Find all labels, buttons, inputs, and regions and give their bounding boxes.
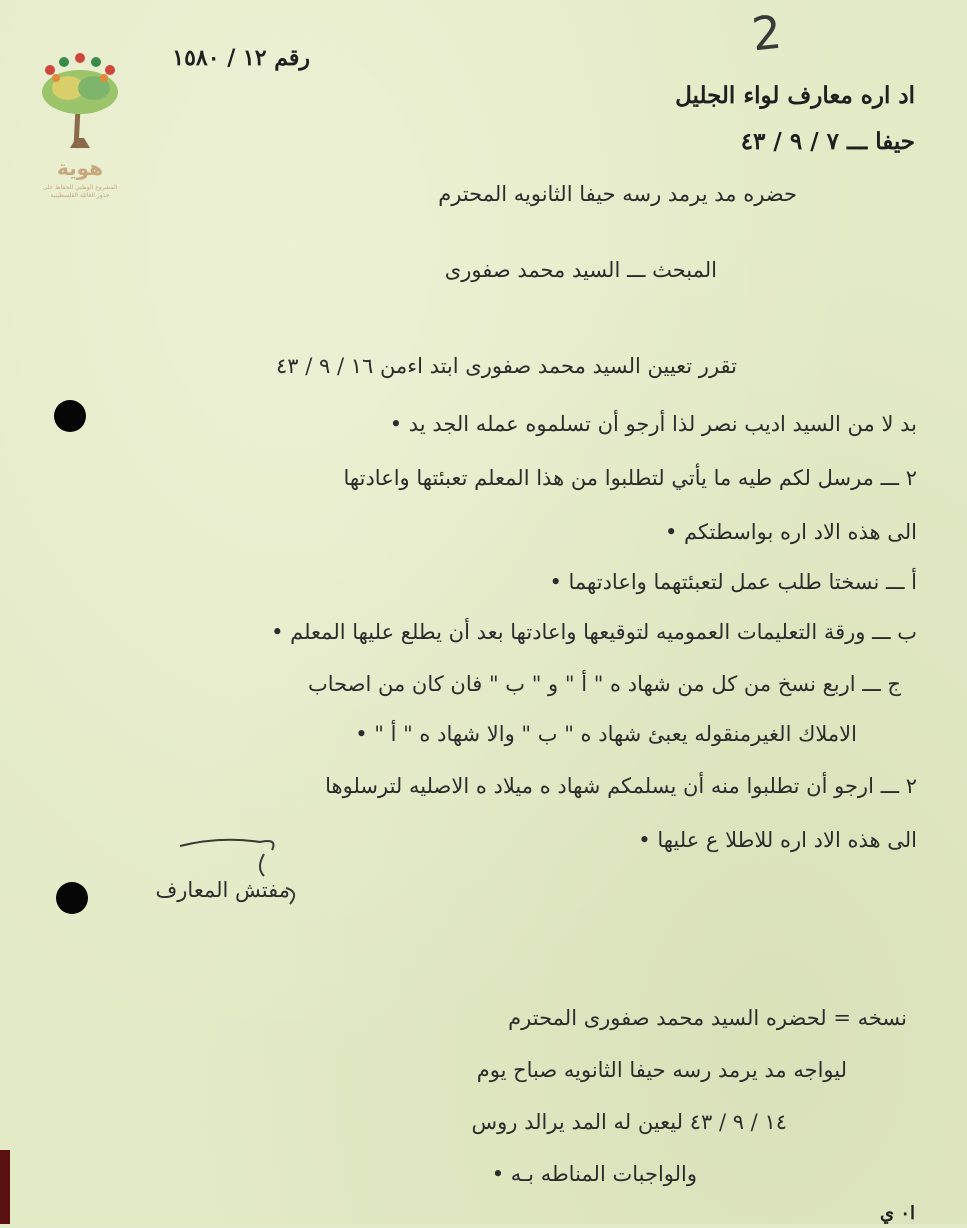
office-header: اد اره معارف لواء الجليل: [675, 82, 915, 109]
item-c: ج ـــ اربع نسخ من كل من شهاد ه " أ " و " ب " فان كان من اصحاب: [307, 672, 901, 696]
copy-note-2: ليواجه مد يرمد رسه حيفا الثانويه صباح يوم: [476, 1058, 847, 1082]
body-line-4: الى هذه الاد اره بواسطتكم •: [665, 520, 917, 544]
binding-edge-mark: [0, 1150, 10, 1224]
reference-number: رقم ١٢ / ١٥٨٠: [172, 45, 310, 71]
subject-line: المبحث ـــ السيد محمد صفورى: [444, 258, 717, 282]
body-line-3: ٢ ـــ مرسل لكم طيه ما يأتي لتطلبوا من هذا المعلم تعبئتها واعادتها: [343, 466, 917, 490]
logo-title: هوية: [56, 156, 104, 180]
body-line-1: تقرر تعيين السيد محمد صفورى ابتد اءمن ١٦ / ٩ / ٤٣: [276, 354, 737, 378]
copy-note-1: نسخه = لحضره السيد محمد صفورى المحترم: [508, 1006, 907, 1030]
item-b: ب ـــ ورقة التعليمات العموميه لتوقيعها واعادتها بعد أن يطلع عليها المعلم •: [271, 620, 917, 644]
addressee: حضره مد يرمد رسه حيفا الثانويه المحترم: [438, 182, 797, 206]
body-line-10: الى هذه الاد اره للاطلا ع عليها •: [638, 828, 917, 852]
place-date: حيفا ـــ ٧ / ٩ / ٤٣: [740, 128, 915, 155]
copy-note-3: ١٤ / ٩ / ٤٣ ليعين له المد يرالد روس: [471, 1110, 787, 1134]
signature-title: مفتش المعارف: [155, 878, 290, 902]
logo-subtitle-2: جذور العائلة الفلسطينية: [50, 192, 110, 199]
punch-hole-bottom: [56, 882, 88, 914]
footer-initials: ا٠ ي: [879, 1203, 915, 1224]
item-a: أ ـــ نسختا طلب عمل لتعبئتهما واعادتهما •: [549, 570, 917, 594]
body-line-9: ٢ ـــ ارجو أن تطلبوا منه أن يسلمكم شهاد ه ميلاد ه الاصليه لترسلوها: [325, 774, 917, 798]
hawiya-logo: [30, 48, 130, 208]
family-tree-icon: [30, 48, 130, 158]
punch-hole-top: [54, 400, 86, 432]
copy-note-4: والواجبات المناطه بـه •: [491, 1162, 697, 1186]
body-line-2: بد لا من السيد اديب نصر لذا أرجو أن تسلموه عمله الجد يد •: [389, 412, 917, 436]
item-c-continued: الاملاك الغيرمنقوله يعبئ شهاد ه " ب " والا شهاد ه " أ " •: [355, 722, 857, 746]
page-number-handwritten: 2: [749, 4, 785, 62]
logo-subtitle-1: المشروع الوطني للحفاظ على: [42, 184, 118, 191]
